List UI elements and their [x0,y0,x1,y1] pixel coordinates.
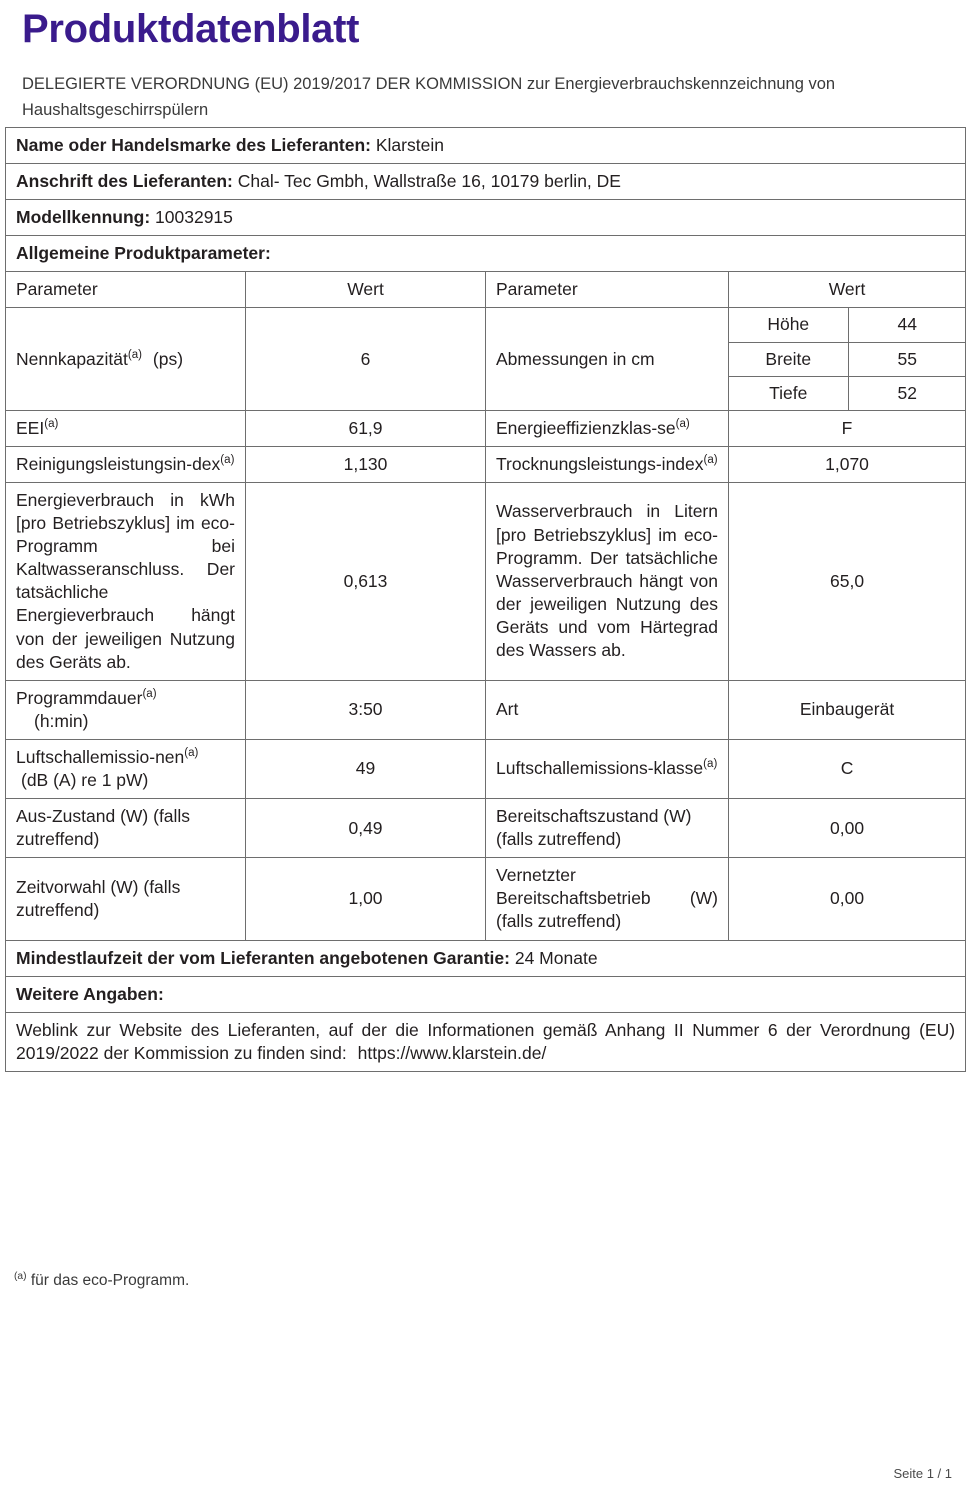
value-reinigungsleistungsindex: 1,130 [246,446,486,482]
general-parameters-heading-cell [6,236,966,272]
value-nennkapazitaet: 6 [246,308,486,410]
table-row [6,799,966,858]
value-eei: 61,9 [246,410,486,446]
footnote-marker: (a) [14,1270,27,1282]
supplier-name-cell [6,128,966,164]
weblink-url[interactable]: https://www.klarstein.de/ [357,1042,547,1063]
param-abmessungen: Abmessungen in cm [486,308,729,410]
supplier-address-value: Chal- Tec Gmbh, Wallstraße 16, 10179 berlin, DE [237,171,621,192]
product-parameters-table [5,127,966,1072]
table-row-supplier-address [6,164,966,200]
value-energieverbrauch: 0,613 [246,482,486,680]
param-zeitvorwahl: Zeitvorwahl (W) (falls zutreffend) [6,858,246,940]
value-vernetzter-bereitschaftsbetrieb: 0,00 [729,858,966,940]
header-value-right: Wert [729,272,966,308]
dimension-value-breite: 55 [848,342,966,376]
table-row-column-headers [6,272,966,308]
warranty-label: Mindestlaufzeit der vom Lieferanten angebotenen Garantie: [16,947,510,968]
table-row [6,858,966,940]
table-row [6,308,966,410]
table-row-weblink [6,1012,966,1071]
warranty-cell [6,940,966,976]
table-row [6,482,966,680]
table-row [6,446,966,482]
supplier-address-cell [6,164,966,200]
model-value: 10032915 [155,207,233,228]
value-luftschallemissionsklasse: C [729,739,966,798]
weblink-description: Weblink zur Website des Lieferanten, auf der die Informationen gemäß Anhang II Nummer 6 der Verordnung (EU) 2019/2022 der Kommission zu finden sind: [16,1019,956,1063]
param-aus-zustand: Aus-Zustand (W) (falls zutreffend) [6,799,246,858]
dimension-name-hoehe: Höhe [729,308,848,342]
value-zeitvorwahl: 1,00 [246,858,486,940]
footnote-marker: (a) [44,417,59,430]
dimension-row-breite [729,342,966,376]
table-row-warranty [6,940,966,976]
footnote-marker: (a) [703,454,718,467]
dimension-value-hoehe: 44 [848,308,966,342]
param-luftschallemissionsklasse: Luftschallemissions-klasse$^{(a)}$ [486,739,729,798]
param-trocknungsleistungsindex: Trocknungsleistungs-index$^{(a)}$ [486,446,729,482]
footnote-marker: (a) [220,454,235,467]
table-row [6,680,966,739]
table-row [6,739,966,798]
supplier-address-label: Anschrift des Lieferanten: [16,171,233,192]
footnote [14,1272,189,1290]
value-bereitschaftszustand: 0,00 [729,799,966,858]
footnote-marker: (a) [184,747,199,760]
param-art: Art [486,680,729,739]
supplier-name-label: Name oder Handelsmarke des Lieferanten: [16,135,371,155]
dimension-name-tiefe: Tiefe [729,376,848,410]
table-row-supplier-name [6,128,966,164]
table-row-further-info-heading [6,976,966,1012]
param-energieverbrauch: Energieverbrauch in kWh [pro Betriebszyklus] im eco-Programm bei Kaltwasseranschluss. Der tatsächliche Energieverbrauch hängt von der jeweiligen Nutzung des Geräts ab. [6,482,246,680]
supplier-name-value: Klarstein [375,135,444,155]
dimension-value-tiefe: 52 [897,382,917,403]
param-luftschallemissionen: Luftschallemissio-nen$^{(a)}$ (dB (A) re 1 pW) [6,739,246,798]
table-row-model [6,200,966,236]
footnote-text: für das eco-Programm. [30,1272,190,1289]
page-title: Produktdatenblatt [22,7,360,51]
dimension-row-tiefe [729,376,966,410]
param-wasserverbrauch: Wasserverbrauch in Litern [pro Betriebszyklus] im eco-Programm. Der tatsächliche Wasserverbrauch hängt von der jeweiligen Nutzung des Geräts und vom Härtegrad des Wassers ab. [486,482,729,680]
general-parameters-label: Allgemeine Produktparameter: [16,243,271,264]
param-energieeffizienzklasse: Energieeffizienzklas-se$^{(a)}$ [486,410,729,446]
value-wasserverbrauch: 65,0 [729,482,966,680]
dimension-name-breite: Breite [729,342,848,376]
table-row [6,410,966,446]
weblink-cell [6,1012,966,1071]
header-parameter-right: Parameter [486,272,729,308]
footnote-marker: (a) [127,348,143,361]
dimensions-subtable [729,308,966,409]
param-vernetzter-bereitschaftsbetrieb: Vernetzter Bereitschaftsbetrieb (W) (falls zutreffend) [486,858,729,940]
warranty-value: 24 Monate [514,947,598,968]
model-cell [6,200,966,236]
footnote-marker: (a) [142,687,157,700]
value-programmdauer: 3:50 [246,680,486,739]
dimension-row-hoehe [729,308,966,342]
header-parameter-left: Parameter [6,272,246,308]
value-art: Einbaugerät [729,680,966,739]
further-info-heading-cell [6,976,966,1012]
param-reinigungsleistungsindex: Reinigungsleistungsin-dex$^{(a)}$ [6,446,246,482]
further-info-label: Weitere Angaben: [16,983,164,1004]
regulation-subtitle: DELEGIERTE VERORDNUNG (EU) 2019/2017 DER KOMMISSION zur Energieverbrauchskennzeichnung von Haushaltsgeschirrspülern [22,75,836,119]
table-row-general-parameters-heading [6,236,966,272]
value-aus-zustand: 0,49 [246,799,486,858]
value-energieeffizienzklasse: F [729,410,966,446]
param-bereitschaftszustand: Bereitschaftszustand (W) (falls zutreffend) [486,799,729,858]
model-label: Modellkennung: [16,207,151,228]
footnote-marker: (a) [675,417,690,430]
footnote-marker: (a) [703,758,718,771]
value-luftschallemissionen: 49 [246,739,486,798]
param-programmdauer: Programmdauer$^{(a)}$ (h:min) [6,680,246,739]
param-eei: EEI$^{(a)}$ [6,410,246,446]
value-trocknungsleistungsindex: 1,070 [729,446,966,482]
header-value-left: Wert [246,272,486,308]
param-nennkapazitaet: Nennkapazität$^{(a)}$ (ps) [6,308,246,410]
dimensions-subtable-cell [729,308,966,410]
page-number: Seite 1 / 1 [893,1466,952,1481]
